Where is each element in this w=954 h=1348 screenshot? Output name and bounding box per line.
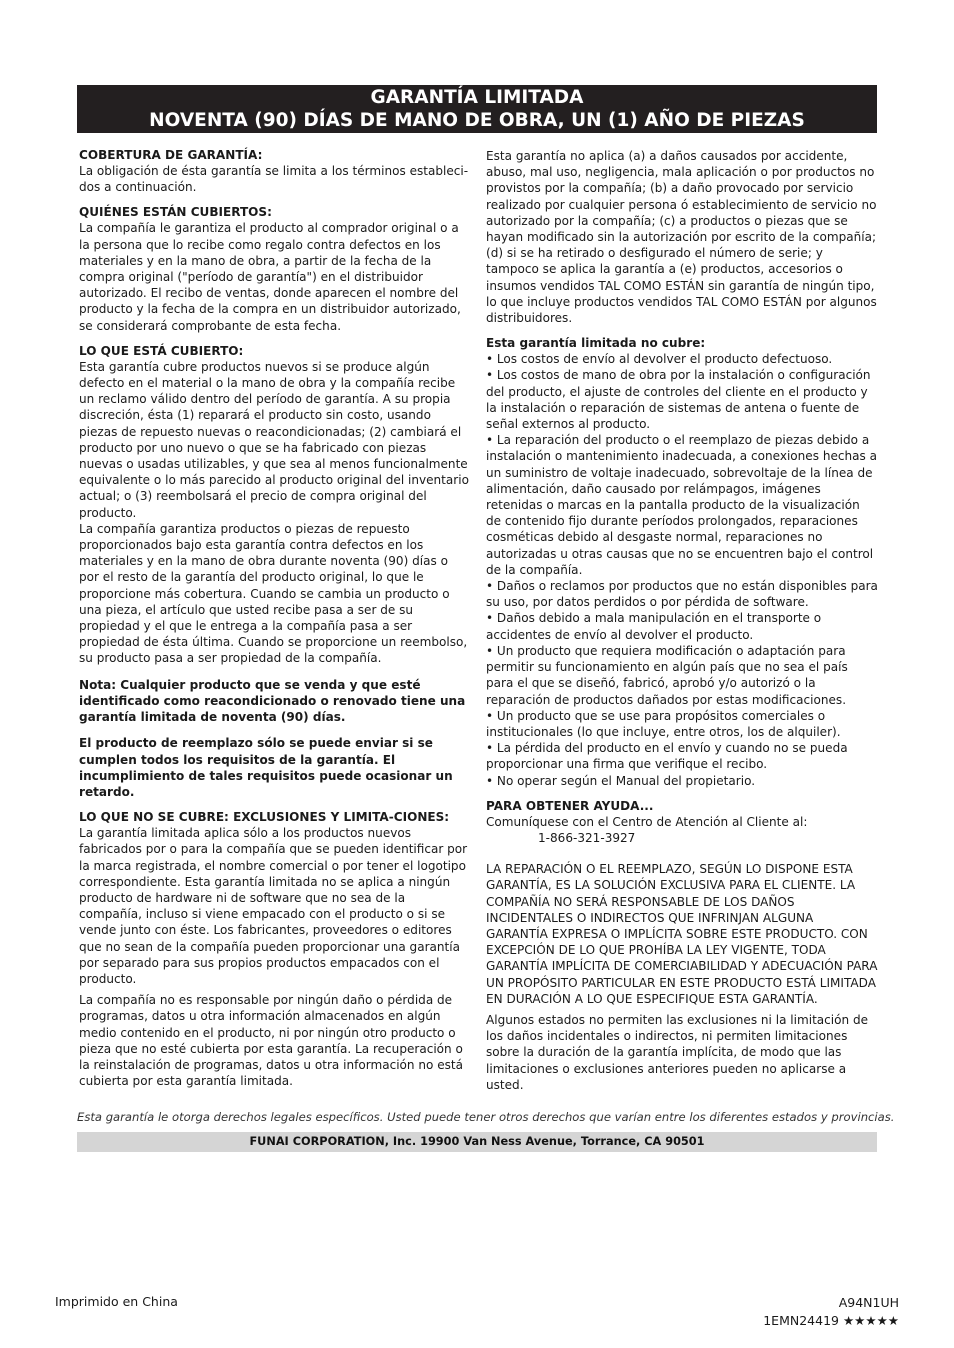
left-column [79,148,471,1089]
right-column [486,148,878,1093]
quienes-text: La compañía le garantiza el producto al comprador original o a la persona que lo recibe como regalo contra defectos en los materiales y en la mano de obra, a partir de la fecha de la compra original ("período de garantía") en el distribuidor autorizado. El recibo de ventas, donde aparecen el nombre del producto y la fecha de la compra en un distribuidor autorizado, se considerará comprobante de esta fecha. [79,221,461,333]
cobertura-text: La obligación de ésta garantía se limita a los términos estableci-dos a continuación. [79,164,469,195]
cubierto-text-2: La compañía garantiza productos o piezas de repuesto proporcionados bajo esta garantía contra defectos en los materiales y en la mano de obra durante noventa (90) días o por el resto de la garantía del producto original, lo que le proporcione más cobertura. Cuando se cambia un producto o una pieza, el artículo que usted recibe pasa a ser de su propiedad y el que le entrega a la compañía pasa a ser propiedad de ésta última. Cuando se proporcione un reembolso, su producto pasa a ser propiedad de la compañía. [79,521,468,666]
cubierto-heading: LO QUE ESTÁ CUBIERTO: [79,343,244,358]
printed-in: Imprimido en China [55,1294,178,1309]
corporation-address: FUNAI CORPORATION, Inc. 19900 Van Ness Avenue, Torrance, CA 90501 [77,1132,877,1152]
model-code: A94N1UH [838,1295,899,1310]
legal-rights-note: Esta garantía le otorga derechos legales específicos. Usted puede tener otros derechos que varían entre los diferentes estados y provincias. [77,1110,895,1124]
title-line-2: NOVENTA (90) DÍAS DE MANO DE OBRA, UN (1) AÑO DE PIEZAS [149,110,805,131]
bullet-item: • Un producto que requiera modificación o adaptación para permitir su funcionamiento en algún país que no sea el país para el que se diseñó, fabricó, aprobó y/o autorizó o la reparación de productos dañados por estas modificaciones. [486,643,848,707]
bullet-item: • Daños debido a mala manipulación en el transporte o accidentes de envío al devolver el producto. [486,611,822,642]
estados-text: Algunos estados no permiten las exclusiones ni la limitación de los daños incidentales o indirectos, ni permiten limitaciones sobre la duración de la garantía implícita, de modo que las limitaciones o exclusiones anteriores pueden no aplicarse a usted. [486,1012,869,1092]
bullet-item: • Los costos de mano de obra por la instalación o configuración del producto, el ajuste de controles del cliente en el producto y la instalación o reparación de sistemas de antena o fuente de señal externos al producto. [486,368,871,432]
bullet-item: • La pérdida del producto en el envío y cuando no se pueda proporcionar una firma que verifique el recibo. [486,741,848,772]
ayuda-text: Comuníquese con el Centro de Atención al Cliente al: [486,814,808,829]
bullet-item: • Un producto que se use para propósitos comerciales o institucionales (lo que incluye, entre otros, los de alquiler). [486,708,841,739]
no-cubre-heading: LO QUE NO SE CUBRE: EXCLUSIONES Y LIMITA-CIONES: [79,810,450,825]
bullet-item: • Daños o reclamos por productos que no están disponibles para su uso, por datos perdidos o por pérdida de software. [486,579,878,610]
document-codes [763,1294,899,1330]
title-line-1: GARANTÍA LIMITADA [370,87,584,108]
no-aplica-text: Esta garantía no aplica (a) a daños causados por accidente, abuso, mal uso, negligencia, mala aplicación o por productos no provistos por la compañía; (b) a daño provocado por servicio realizado por cualquier persona ó establecimiento de servicio no autorizado por la compañía; (c) a productos o piezas que se hayan modificado sin la autorización por escrito de la compañía; (d) si se ha retirado o desfigurado el número de serie; y tampoco se aplica la garantía a (e) productos, accesorios o insumos vendidos TAL COMO ESTÁN sin garantía de ningún tipo, lo que incluye productos vendidos TAL COMO ESTÁN por algunos distribuidores. [486,149,877,326]
bullet-item: • La reparación del producto o el reemplazo de piezas debido a instalación o mantenimiento inadecuada, a conexiones hechas a un suministro de voltaje inadecuado, sobrevoltaje de la línea de alimentación, daño causado por relámpagos, imágenes retenidas o marcas en la pantalla producto de la visualización de contenido fijo durante períodos prolongados, reparaciones cosméticas debido al desgaste normal, reparaciones no autorizadas u otras causas que no se encuentren bajo el control de la compañía. [486,433,877,577]
title-banner [77,85,877,133]
nota-reacondicionado: Nota: Cualquier producto que se venda y que esté identificado como reacondicionado o renovado tiene una garantía limitada de noventa (90) días. [79,677,466,725]
cubierto-text-1: Esta garantía cubre productos nuevos si se produce algún defecto en el material o la mano de obra y la compañía recibe un reclamo válido dentro del período de garantía. A su propia discreción, ésta (1) reparará el producto sin costo, usando piezas de repuesto nuevas o reacondicionadas; (2) cambiará el producto por uno nuevo o que se ha fabricado con piezas nuevas o usadas utilizables, y que sea al menos funcionalmente equivalente o lo más parecido al producto original del inventario actual; o (3) reembolsará el precio de compra original del producto. [79,359,469,520]
no-cubre-text-2: La compañía no es responsable por ningún daño o pérdida de programas, datos u otra información almacenados en algún medio contenido en el producto, ni por ningún otro producto o pieza que no esté cubierta por esta garantía. La recuperación o la reinstalación de programas, datos u otra información no está cubierta por esta garantía limitada. [79,993,464,1089]
quienes-heading: QUIÉNES ESTÁN CUBIERTOS: [79,205,272,220]
nota-reemplazo: El producto de reemplazo sólo se puede enviar si se cumplen todos los requisitos de la garantía. El incumplimiento de tales requisitos puede ocasionar un retardo. [79,736,453,799]
phone-number: 1-866-321-3927 [538,830,636,845]
bullet-item: • No operar según el Manual del propietario. [486,773,756,788]
bullet-item: • Los costos de envío al devolver el producto defectuoso. [486,352,833,367]
cobertura-heading: COBERTURA DE GARANTÍA: [79,148,263,162]
ayuda-heading: PARA OBTENER AYUDA... [486,798,654,813]
no-cubre-text-1: La garantía limitada aplica sólo a los productos nuevos fabricados por o para la compañía que se pueden identificar por la marca registrada, el nombre comercial o por tener el logotipo correspondiente. Esta garantía limitada no se aplica a ningún producto de hardware ni de software que no sea de la compañía, incluso si viene empacado con el producto o si se vende junto con éste. Los fabricantes, proveedores o editores que no sean de la compañía pueden proporcionar una garantía por separado para sus propios productos empacados con el producto. [79,826,468,986]
limitada-no-cubre-heading: Esta garantía limitada no cubre: [486,336,706,351]
doc-code: 1EMN24419 ★★★★★ [763,1313,899,1328]
disclaimer-caps: LA REPARACIÓN O EL REEMPLAZO, SEGÚN LO DISPONE ESTA GARANTÍA, ES LA SOLUCIÓN EXCLUSIVA PARA EL CLIENTE. LA COMPAÑÍA NO SERÁ RESPONSABLE DE LOS DAÑOS INCIDENTALES O INDIRECTOS QUE INFRINJAN ALGUNA GARANTÍA EXPRESA O IMPLÍCITA SOBRE ESTE PRODUCTO. CON EXCEPCIÓN DE LO QUE PROHÍBA LA LEY VIGENTE, TODA GARANTÍA IMPLÍCITA DE COMERCIABILIDAD Y ADECUACIÓN PARA UN PROPÓSITO PARTICULAR EN ESTE PRODUCTO ESTÁ LIMITADA EN DURACIÓN A LO QUE ESPECIFIQUE ESTA GARANTÍA. [486,862,878,1006]
